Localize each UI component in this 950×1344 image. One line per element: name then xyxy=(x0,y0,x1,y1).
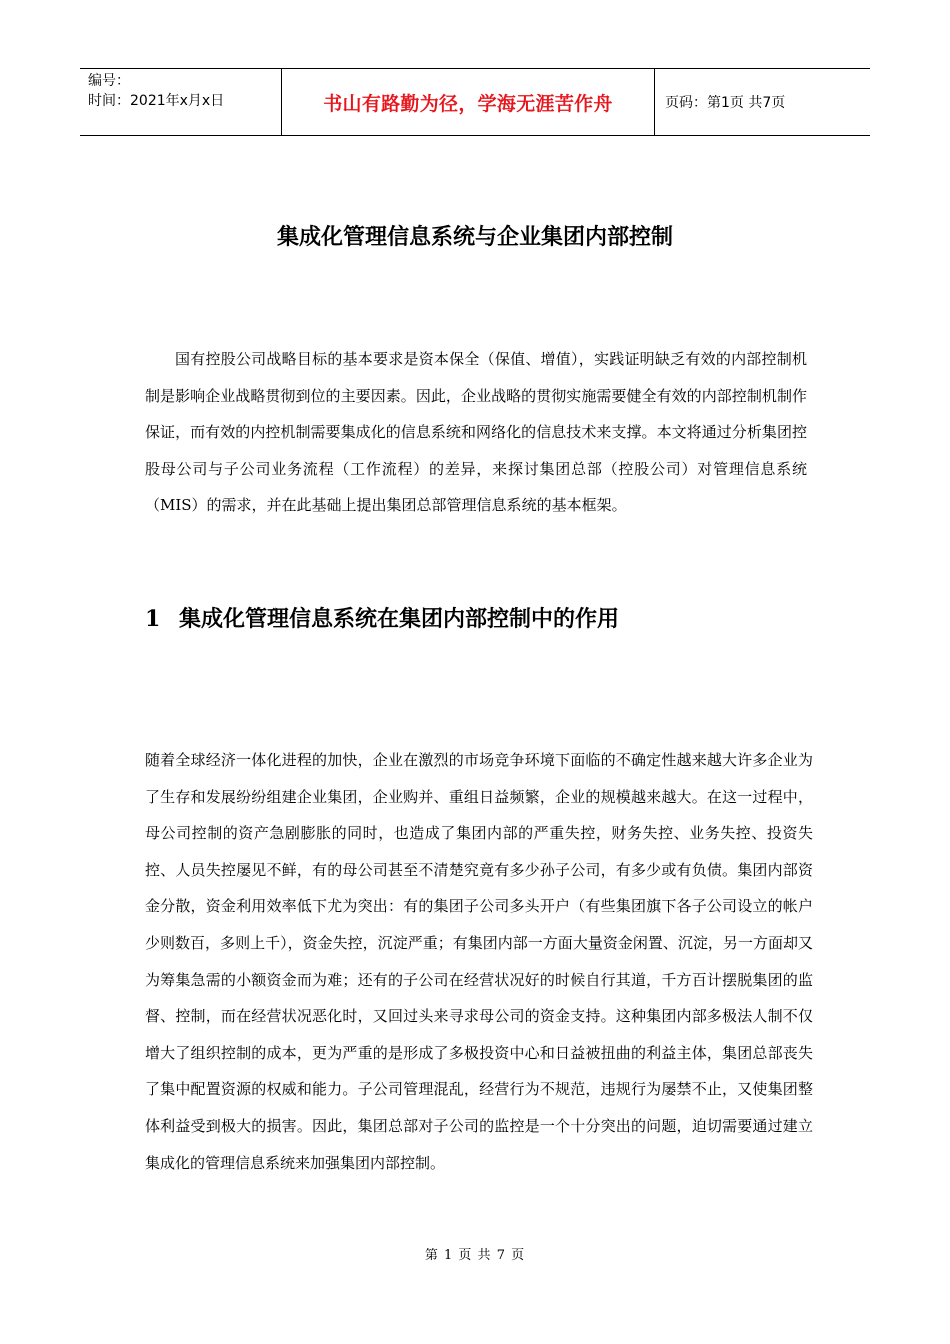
header-motto: 书山有路勤为径，学海无涯苦作舟 xyxy=(281,69,655,135)
header-meta xyxy=(80,69,281,135)
section-title: 集成化管理信息系统在集团内部控制中的作用 xyxy=(179,607,620,632)
date-label: 时间：2021年x月x日 xyxy=(88,93,225,109)
number-label: 编号： xyxy=(88,73,130,89)
document-header xyxy=(80,68,870,136)
intro-paragraph: 国有控股公司战略目标的基本要求是资本保全（保值、增值），实践证明缺乏有效的内部控制机制是影响企业战略贯彻到位的主要因素。因此，企业战略的贯彻实施需要健全有效的内部控制机制作保证，而有效的内控机制需要集成化的信息系统和网络化的信息技术来支撑。本文将通过分析集团控股母公司与子公司业务流程（工作流程）的差异，来探讨集团总部（控股公司）对管理信息系统（MIS）的需求，并在此基础上提出集团总部管理信息系统的基本框架。 xyxy=(145,350,807,515)
body-paragraph: 随着全球经济一体化进程的加快，企业在激烈的市场竞争环境下面临的不确定性越来越大许多企业为了生存和发展纷纷组建企业集团，企业购并、重组日益频繁，企业的规模越来越大。在这一过程中，母公司控制的资产急剧膨胀的同时，也造成了集团内部的严重失控，财务失控、业务失控、投资失控、人员失控屡见不鲜，有的母公司甚至不清楚究竟有多少孙子公司，有多少或有负债。集团内部资金分散，资金利用效率低下尤为突出：有的集团子公司多头开户（有些集团旗下各子公司设立的帐户少则数百，多则上千），资金失控，沉淀严重；有集团内部一方面大量资金闲置、沉淀，另一方面却又为筹集急需的小额资金而为难；还有的子公司在经营状况好的时候自行其道，千方百计摆脱集团的监督、控制，而在经营状况恶化时，又回过头来寻求母公司的资金支持。这种集团内部多极法人制不仅增大了组织控制的成本，更为严重的是形成了多极投资中心和日益被扭曲的利益主体，集团总部丧失了集中配置资源的权威和能力。子公司管理混乱，经营行为不规范，违规行为屡禁不止，又使集团整体利益受到极大的损害。因此，集团总部对子公司的监控是一个十分突出的问题，迫切需要通过建立集成化的管理信息系统来加强集团内部控制。 xyxy=(145,751,813,1172)
header-page-info: 页码：第1页 共7页 xyxy=(665,95,786,111)
page-footer: 第 1 页 共 7 页 xyxy=(424,1248,526,1263)
section-heading xyxy=(145,602,619,637)
section-number: 1 xyxy=(145,606,161,632)
document-title: 集成化管理信息系统与企业集团内部控制 xyxy=(276,225,673,250)
